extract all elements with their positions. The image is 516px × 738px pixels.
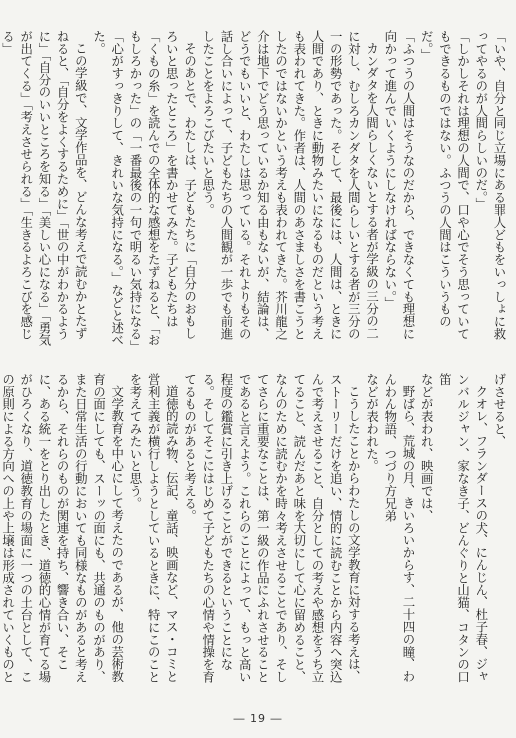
paragraph: 野ばら、荒城の月、きいろいからす、二十四の瞳、わんわん物語、つづり方兄弟 bbox=[382, 373, 416, 683]
paragraph: カンダタを人間らしくないとする者が学級の三分の二に対し、むしろカンダタを人間らしいとする者が三分の一の形勢であった。そして、最後には、人間は、ときに人間であり、ときに動物みたいになるものだという考えも表われてきた。作者は、人間のあさましさを書こうとしたのではないかという考えも表われてきた。芥川龍之介は地下でどう思っているか知る由もないが、結論は、どうでもいいと、わたしは思っている。それよりもその話し合いによって、子どもたちの人間観が一歩でも前進したことをよろこびたいと思う。 bbox=[200, 30, 380, 340]
paragraph: そのあとで、わたしは、子どもたちに「自分のおもしろいと思ったところ」を書かせてみた。子どもたちは「くもの糸」を読んでの全体的な感想をたずねると、「おもしろかった」の「一番最後の一句で明るい気持になる」「心がすっきりして、きれいな気持になる。」などと述べた。 bbox=[91, 30, 198, 347]
paragraph: こうしたことからわたしの文学教育に対する考えは、ストーリーだけを追い、情的に読むことから内容へ突込んで考えさせること、自分としての考えや感想をうち立てること、読んだあと味を大切にして心に留めること、なんのために読むかを時々考えさせることであり、そしてさらに重要なことは、第一級の作品にふれさせることであると言えよう。これらのことによって、もっと高い程度の鑑賞に引き上げることができるということになる。そしてそこにはじめて子どもたちの心情や情操を育てるものがあると考える。 bbox=[182, 373, 362, 683]
paragraph: などが表われた。 bbox=[364, 373, 380, 473]
paragraph: 「ふつうの人間はそうなのだから、できなくても理想に向かって進んでいくようにしなければならない。」 bbox=[382, 30, 416, 340]
paragraph: 道徳的読み物、伝記、童話、映画など、マス・コミと営利主義が横行しようとしているときに、特にこのことを考えてみたいと思う。 bbox=[127, 373, 180, 683]
lower-text-block bbox=[0, 373, 508, 691]
upper-text-block bbox=[0, 30, 508, 350]
paragraph: 「しかしそれは理想の人間で、口や心でそう思っていてもできるものではない。ふつうの人間はこういうものだ。」 bbox=[419, 30, 471, 340]
paragraph: クオレ、フランダースの犬、にんじん、杜子春、ジャンバルジャン、家なき子、どんぐりと山猫、コタンの口笛 bbox=[437, 373, 489, 683]
page-number: ― 19 ― bbox=[233, 712, 283, 725]
paragraph: 文学教育を中心にして考えたのであるが、他の芸術教育の面にしても、スーッの面にも、共通のものがあり、また日常生活の行動においても同様なものがあると考えるから、それらのものが関連を持ち、響き合い、そこに、ある統一をとり出したとき、道徳的心情が育てる場がひろくなり、道徳教育の場面に一つの土台として、この原則による方向への上や上壌は形成されていくものと bbox=[0, 373, 125, 683]
paragraph: などが表われ、映画では、 bbox=[419, 373, 435, 522]
paragraph: げさせると、 bbox=[492, 373, 507, 448]
paragraph: 「いや、自分と同じ立場にある罪人どもをいっしょに救ってやるのが人間らしいのだ。」 bbox=[473, 30, 507, 340]
paragraph: この学級で、文学作品を、どんな考えで読むかとたずねると、「自分をよくするために」「世の中がわかるように」「自分のいいところを知る」「美しい心になる」「勇気が出てくる」「考えさせられる」「生きるよろこびを感じる」 bbox=[0, 30, 89, 347]
